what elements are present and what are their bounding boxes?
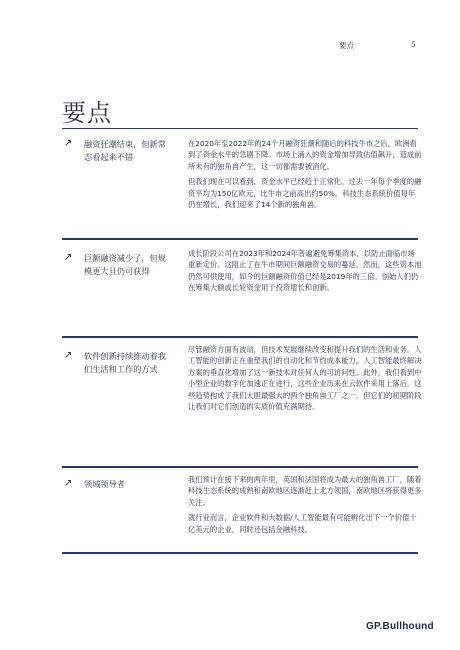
- section-heading: 领域领导者: [84, 479, 125, 489]
- section-paragraph: 但我们现在可以看到，资金水平已经趋于正常化。过去一年每个季度的融资平均为150亿欧元，比牛市之前高出约50%。科技生态系统价值每年仍在增长，我们迎来了14个新的独角兽。: [188, 177, 422, 210]
- key-point-section: [62, 128, 422, 232]
- page-number: 5: [411, 40, 416, 49]
- key-point-section: [62, 336, 422, 462]
- key-point-section: [62, 466, 422, 556]
- section-divider: [62, 466, 418, 468]
- section-paragraph: 我们预计在接下来的两年里，英国和法国将成为最大的独角兽工厂，随着科技生态系统的成熟和南欧地区逐渐赶上北方领国，南欧地区将获得更多关注。: [188, 475, 422, 507]
- section-heading: 巨额融资减少了，但规模更大且仍可获得: [84, 253, 166, 276]
- header-title: 要点: [339, 41, 354, 50]
- section-body: [188, 474, 422, 539]
- section-heading: 软件创新持续推动着我们生活和工作的方式: [84, 351, 166, 374]
- arrow-up-right-icon: ↗: [64, 252, 73, 263]
- section-body: [188, 344, 422, 416]
- section-divider: [62, 336, 418, 338]
- section-divider: [62, 128, 418, 129]
- section-paragraph: 在2020年至2022年的24个月融资狂潮和随后的科技牛市之后，欧洲看到了资金水平的急剧下降。市场上涌入的资金增加导致估值飙升，造成前所未有的独角兽产生，这一切都需要被消化。: [188, 139, 422, 171]
- section-paragraph: 就行业而言，企业软件和大数据/人工智能最有可能孵化出下一个价值十亿美元的企业，同时还包括金融科技。: [188, 513, 417, 534]
- section-heading: 融资狂潮结束，但新常态看起来不错: [84, 139, 166, 162]
- arrow-up-right-icon: ↗: [64, 350, 73, 361]
- section-divider: [62, 238, 418, 240]
- section-body: [188, 248, 422, 298]
- page-header: [0, 40, 460, 54]
- section-paragraph: 成长阶段公司在2023年和2024年普遍避免筹集资本，以防止面临市场重新定价。这阻止了在牛市期间巨额融资交易的蔓延。然而，这些资本池仍然可供使用，如今的巨额融资价值已经是2019年的三倍。创始人们仍在筹集大额或长轮资金用于投资增长和创新。: [188, 249, 422, 293]
- brand-logo: GP.Bullhound: [366, 621, 434, 632]
- key-point-section: [62, 238, 422, 334]
- arrow-up-right-icon: ↗: [64, 478, 73, 489]
- arrow-up-right-icon: ↗: [64, 138, 73, 149]
- page-title: 要点: [62, 99, 112, 127]
- section-body: [188, 138, 422, 214]
- section-paragraph: 尽管融资方面有波动，但技术发展继续改变和提升我们的生活和业务。人工智能的创新正在重塑我们的自动化和节约成本能力。人工智能最终解决方案的垂直化增加了这一新技术对任何人的可访问性。此外，我们看到中小型企业的数字化加速正在进行，这些企业历来在云软件采用上落后。这些趋势构成了我们大胆最强大的两个独角兽工厂之一。但它们的初期阶段让我们对它们创造的实质价值充满期待。: [188, 345, 422, 412]
- section-divider: [62, 552, 418, 554]
